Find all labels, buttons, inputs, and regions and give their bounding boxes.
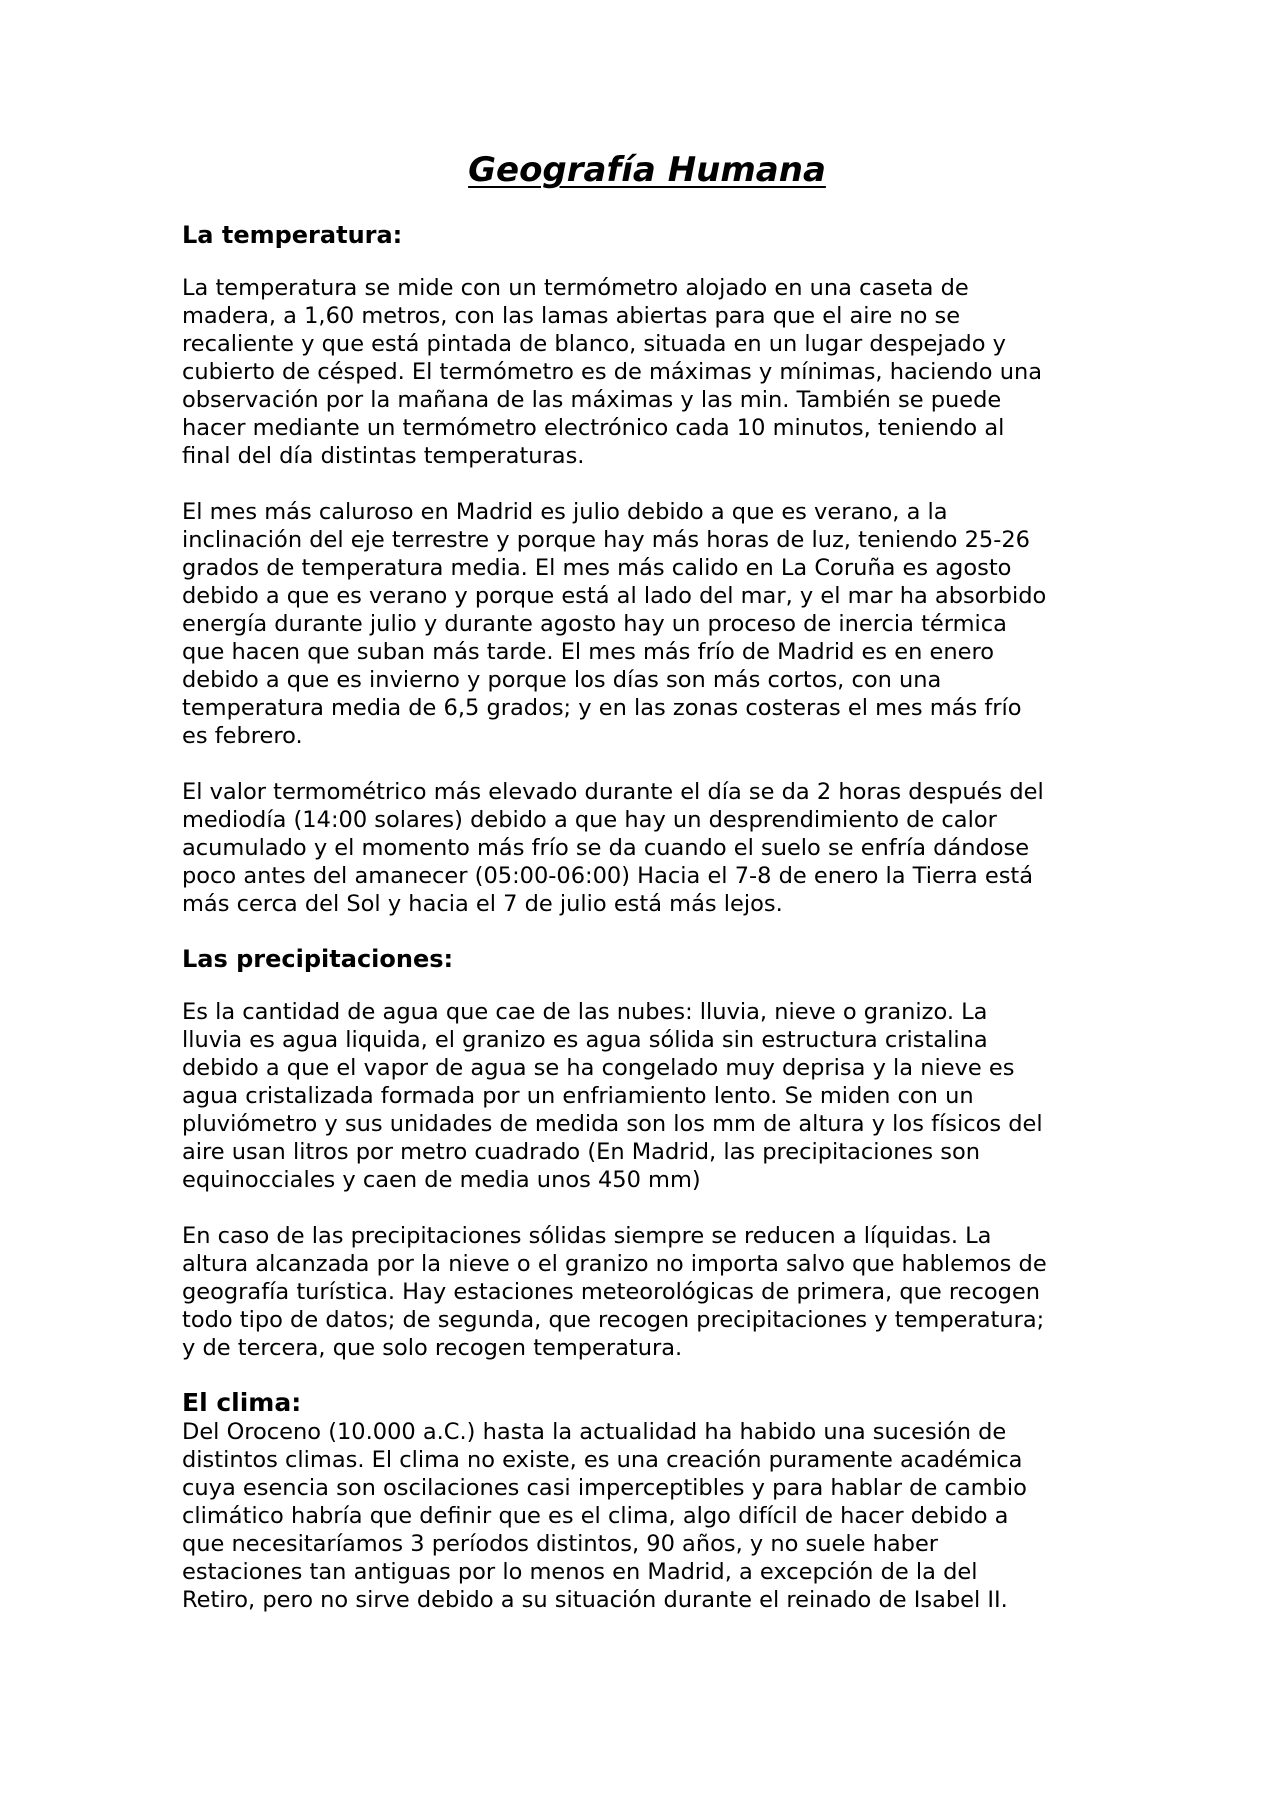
text-line: inclinación del eje terrestre y porque hay más horas de luz, teniendo 25-26: [182, 527, 1030, 553]
text-line: temperatura media de 6,5 grados; y en las zonas costeras el mes más frío: [182, 695, 1022, 721]
text-line: final del día distintas temperaturas.: [182, 443, 585, 469]
text-line: El mes más caluroso en Madrid es julio debido a que es verano, a la: [182, 499, 948, 525]
text-line: acumulado y el momento más frío se da cuando el suelo se enfría dándose: [182, 835, 1030, 861]
document-title: Geografía Humana: [468, 150, 826, 190]
text-line: debido a que es verano y porque está al lado del mar, y el mar ha absorbido: [182, 583, 1047, 609]
text-line: agua cristalizada formada por un enfriamiento lento. Se miden con un: [182, 1083, 974, 1109]
text-line: mediodía (14:00 solares) debido a que hay un desprendimiento de calor: [182, 807, 997, 833]
text-line: La temperatura se mide con un termómetro alojado en una caseta de: [182, 275, 969, 301]
text-line: geografía turística. Hay estaciones meteorológicas de primera, que recogen: [182, 1279, 1040, 1305]
text-line: más cerca del Sol y hacia el 7 de julio está más lejos.: [182, 891, 783, 917]
text-line: que hacen que suban más tarde. El mes más frío de Madrid es en enero: [182, 639, 994, 665]
text-line: Retiro, pero no sirve debido a su situación durante el reinado de Isabel II.: [182, 1587, 1008, 1613]
text-line: grados de temperatura media. El mes más calido en La Coruña es agosto: [182, 555, 1012, 581]
text-line: distintos climas. El clima no existe, es una creación puramente académica: [182, 1447, 1023, 1473]
paragraph: [182, 498, 1112, 750]
paragraph: [182, 778, 1112, 918]
paragraph: [182, 1222, 1112, 1362]
section-heading-clima: El clima:: [182, 1388, 302, 1417]
text-line: climático habría que definir que es el clima, algo difícil de hacer debido a: [182, 1503, 1009, 1529]
paragraph: [182, 998, 1112, 1194]
text-line: estaciones tan antiguas por lo menos en Madrid, a excepción de la del: [182, 1559, 978, 1585]
document-page: [182, 148, 1112, 1642]
text-line: lluvia es agua liquida, el granizo es agua sólida sin estructura cristalina: [182, 1027, 988, 1053]
text-line: cuya esencia son oscilaciones casi imperceptibles y para hablar de cambio: [182, 1475, 1027, 1501]
text-line: que necesitaríamos 3 períodos distintos, 90 años, y no suele haber: [182, 1531, 939, 1557]
text-line: aire usan litros por metro cuadrado (En Madrid, las precipitaciones son: [182, 1139, 980, 1165]
text-line: poco antes del amanecer (05:00-06:00) Hacia el 7-8 de enero la Tierra está: [182, 863, 1034, 889]
text-line: y de tercera, que solo recogen temperatura.: [182, 1335, 683, 1361]
section-heading-precipitaciones: Las precipitaciones:: [182, 945, 454, 973]
text-line: todo tipo de datos; de segunda, que recogen precipitaciones y temperatura;: [182, 1307, 1045, 1333]
text-line: Del Oroceno (10.000 a.C.) hasta la actualidad ha habido una sucesión de: [182, 1419, 1007, 1445]
text-line: recaliente y que está pintada de blanco, situada en un lugar despejado y: [182, 331, 1006, 357]
text-line: Es la cantidad de agua que cae de las nubes: lluvia, nieve o granizo. La: [182, 999, 988, 1025]
text-line: cubierto de césped. El termómetro es de máximas y mínimas, haciendo una: [182, 359, 1043, 385]
text-line: equinocciales y caen de media unos 450 mm): [182, 1167, 701, 1193]
text-line: debido a que es invierno y porque los días son más cortos, con una: [182, 667, 942, 693]
text-line: pluviómetro y sus unidades de medida son los mm de altura y los físicos del: [182, 1111, 1043, 1137]
paragraph: [182, 1418, 1112, 1614]
text-line: es febrero.: [182, 723, 303, 749]
text-line: observación por la mañana de las máximas y las min. También se puede: [182, 387, 1002, 413]
text-line: debido a que el vapor de agua se ha congelado muy deprisa y la nieve es: [182, 1055, 1015, 1081]
text-line: hacer mediante un termómetro electrónico cada 10 minutos, teniendo al: [182, 415, 1005, 441]
section-heading-temperatura: La temperatura:: [182, 221, 403, 249]
text-line: madera, a 1,60 metros, con las lamas abiertas para que el aire no se: [182, 303, 961, 329]
text-line: altura alcanzada por la nieve o el granizo no importa salvo que hablemos de: [182, 1251, 1047, 1277]
text-line: En caso de las precipitaciones sólidas siempre se reducen a líquidas. La: [182, 1223, 992, 1249]
text-line: energía durante julio y durante agosto hay un proceso de inercia térmica: [182, 611, 1007, 637]
text-line: El valor termométrico más elevado durante el día se da 2 horas después del: [182, 779, 1044, 805]
paragraph: [182, 274, 1112, 470]
